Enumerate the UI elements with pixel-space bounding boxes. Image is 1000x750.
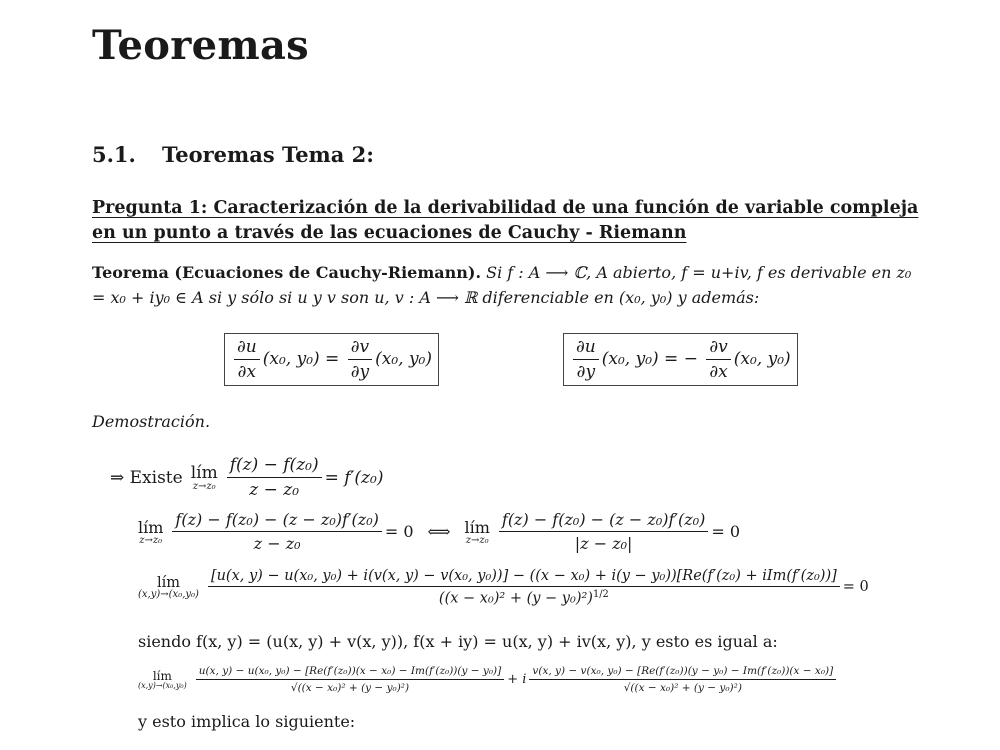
theorem-label: Teorema (Ecuaciones de Cauchy-Riemann). <box>92 263 482 282</box>
result: = f′(z₀) <box>324 467 384 488</box>
question-heading <box>92 196 922 246</box>
proof-line-6: y esto implica lo siguiente: <box>138 712 356 731</box>
argument: (x₀, y₀) = − <box>601 349 698 369</box>
limit-operator: lím <box>156 574 180 591</box>
fraction-denominator: ∂y <box>576 362 596 382</box>
fraction-denominator: ∂y <box>350 362 370 382</box>
fraction-denominator: ∂x <box>237 362 257 382</box>
denominator-exponent: 1/2 <box>592 589 609 600</box>
fraction-numerator: u(x, y) − u(x₀, y₀) − [Re(f′(z₀))(x − x₀) − Im(f′(z₀))(y − y₀)] <box>196 665 504 680</box>
limit-operator: lím <box>464 517 490 537</box>
limit-subscript: z→z₀ <box>139 534 163 546</box>
fraction-numerator: v(x, y) − v(x₀, y₀) − [Re(f′(z₀))(y − y₀) − Im(f′(z₀))(x − x₀)] <box>529 665 836 680</box>
fraction-numerator: f(z) − f(z₀) − (z − z₀)f′(z₀) <box>499 510 708 532</box>
fraction-denominator: ((x − x₀)² + (y − y₀)²) <box>438 590 593 607</box>
fraction-denominator: z − z₀ <box>253 534 301 553</box>
fraction-numerator: ∂u <box>573 337 599 360</box>
question-line-1: Pregunta 1: Caracterización de la derivabilidad de una función de variable compleja <box>92 198 919 218</box>
cauchy-riemann-equation-1 <box>224 333 439 386</box>
fraction-numerator: ∂v <box>348 337 372 360</box>
limit-subscript: (x,y)→(x₀,y₀) <box>138 681 187 690</box>
fraction-numerator: ∂u <box>234 337 260 360</box>
argument: (x₀, y₀) <box>375 349 433 369</box>
plus-i: + i <box>507 672 527 687</box>
limit-operator: lím <box>152 669 172 683</box>
fraction-numerator: f(z) − f(z₀) − (z − z₀)f′(z₀) <box>172 510 381 532</box>
proof-line-3 <box>138 568 869 606</box>
equals-zero: = 0 <box>711 522 741 541</box>
question-line-2: en un punto a través de las ecuaciones de Cauchy - Riemann <box>92 223 687 243</box>
iff-symbol: ⟺ <box>427 522 451 541</box>
fraction-numerator: f(z) − f(z₀) <box>227 455 322 478</box>
limit-subscript: z→z₀ <box>465 534 489 546</box>
proof-line-1 <box>110 455 383 500</box>
proof-line-4: siendo f(x, y) = (u(x, y) + v(x, y)), f(x + iy) = u(x, y) + iv(x, y), y esto es igual a: <box>138 632 778 651</box>
limit-operator: lím <box>190 463 218 483</box>
proof-label: Demostración. <box>92 412 211 431</box>
fraction-numerator: [u(x, y) − u(x₀, y₀) + i(v(x, y) − v(x₀, y₀))] − ((x − x₀) + i(y − y₀))[Re(f′(z₀) + iIm(f′(z₀))] <box>208 568 840 587</box>
theorem-body: Si f : A ⟶ ℂ, A abierto, f = u+iv, f es derivable en z₀ = x₀ + iy₀ ∈ A si y sólo si u y v son u, v : A ⟶ ℝ diferenciable en (x₀, y₀) y además: <box>92 263 912 307</box>
argument: (x₀, y₀) <box>733 349 791 369</box>
fraction-denominator: z − z₀ <box>249 480 300 500</box>
fraction-denominator: ∂x <box>709 362 728 382</box>
fraction-denominator: √((x − x₀)² + (y − y₀)²) <box>290 682 410 694</box>
section-title: Teoremas Tema 2: <box>162 142 375 167</box>
limit-operator: lím <box>138 517 164 537</box>
section-heading <box>92 142 374 167</box>
proof-line-5 <box>138 665 839 694</box>
implies-existe: ⇒ Existe <box>110 467 183 488</box>
theorem-statement <box>92 260 922 310</box>
proof-line-2 <box>138 510 740 553</box>
section-number: 5.1. <box>92 142 136 167</box>
equals-zero: = 0 <box>842 579 869 596</box>
argument: (x₀, y₀) = <box>262 349 340 369</box>
page-title: Teoremas <box>92 22 309 69</box>
fraction-denominator: √((x − x₀)² + (y − y₀)²) <box>623 682 742 694</box>
limit-subscript: z→z₀ <box>192 481 216 492</box>
fraction-numerator: ∂v <box>706 337 730 360</box>
equals-zero: = 0 <box>384 522 414 541</box>
fraction-denominator: |z − z₀| <box>574 534 633 553</box>
limit-subscript: (x,y)→(x₀,y₀) <box>138 588 199 600</box>
cauchy-riemann-equation-2 <box>563 333 798 386</box>
